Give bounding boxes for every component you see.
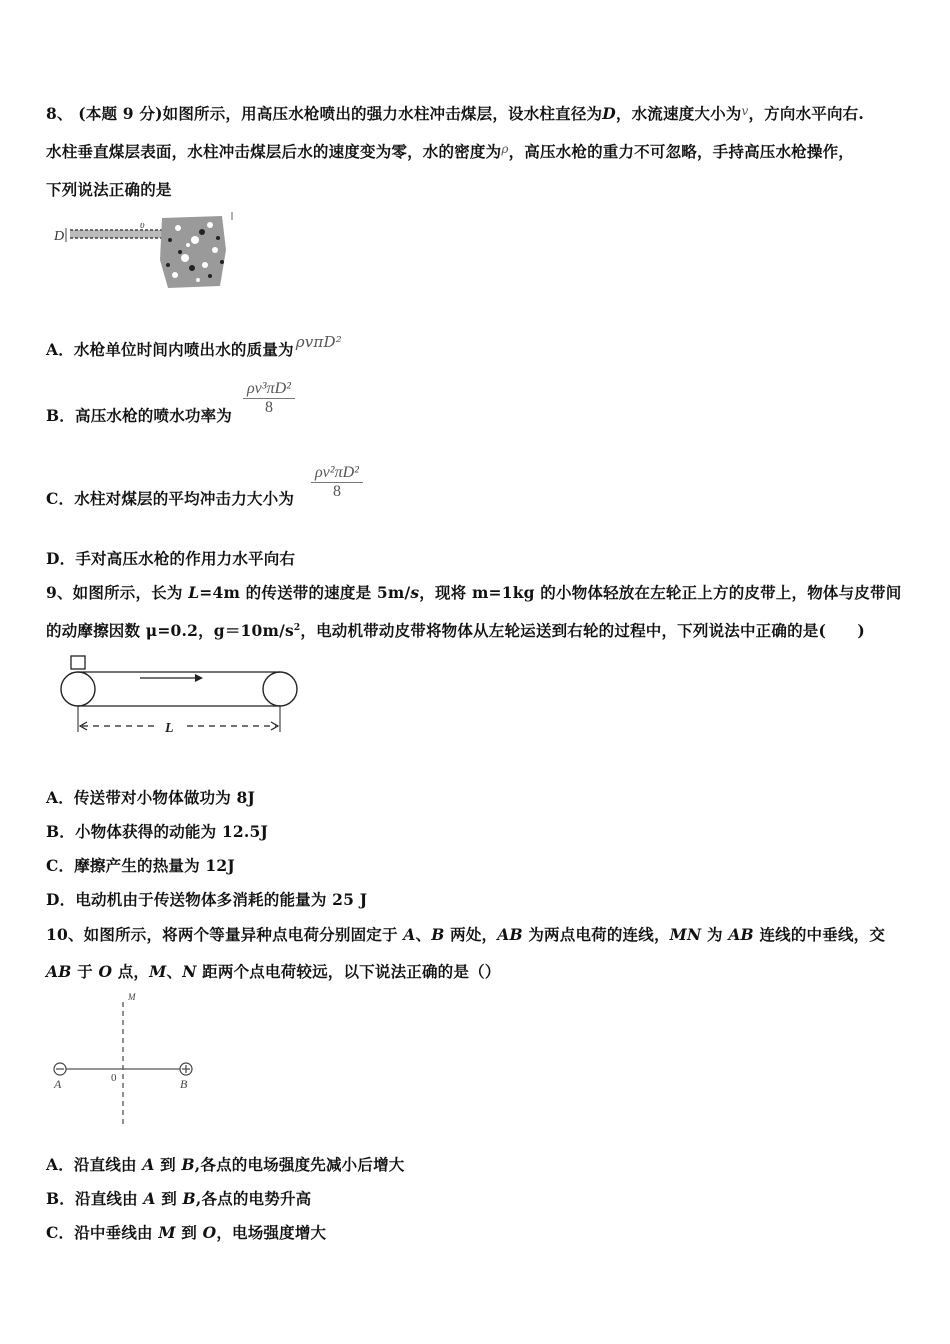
q9-block: [71, 656, 85, 669]
q8-stem-line3: 下列说法正确的是: [46, 180, 172, 199]
q9-option-b: B．小物体获得的动能为 12.5J: [46, 822, 268, 841]
q10-option-b: B．沿直线由 A 到 B,各点的电势升高: [46, 1189, 312, 1208]
q8-option-c-fraction: $\frac{\text{ρv²πD²}}{8}$: [311, 464, 363, 501]
q9-conveyor-belt-figure: [55, 652, 305, 738]
q10-stem-line1: 10、如图所示，将两个等量异种点电荷分别固定于 A、B 两处，AB 为两点电荷的连线，MN 为 AB 连线的中垂线，交: [46, 925, 886, 944]
q10-option-a: A．沿直线由 A 到 B,各点的电场强度先减小后增大: [46, 1155, 405, 1174]
q8-option-c: C．水柱对煤层的平均冲击力大小为: [46, 489, 295, 508]
q9-option-d: D．电动机由于传送物体多消耗的能量为 25 J: [46, 890, 368, 909]
q8-option-d: D．手对高压水枪的作用力水平向右: [46, 549, 296, 568]
q8-fig-label-v: υ: [140, 220, 145, 231]
q9-option-c: C．摩擦产生的热量为 12J: [46, 856, 235, 875]
q10-point-charges-figure: [48, 988, 208, 1128]
q9-right-wheel: [263, 672, 297, 706]
q9-option-a: A．传送带对小物体做功为 8J: [46, 788, 256, 807]
q8-water-jet-figure: [50, 210, 240, 292]
q9-left-wheel: [61, 672, 95, 706]
q8-option-b-fraction: $\frac{\text{ρv³πD²}}{8}$: [243, 380, 295, 417]
q10-stem-line2: AB 于 O 点，M、N 距两个点电荷较远，以下说法正确的是（）: [46, 962, 501, 981]
q8-stem-line1: 8、 (本题 9 分)如图所示，用高压水枪喷出的强力水柱冲击煤层，设水柱直径为D，水流速度大小为$^v$，方向水平向右.: [46, 104, 864, 123]
q9-belt-direction-arrow: [195, 674, 203, 682]
q10-option-c: C．沿中垂线由 M 到 O，电场强度增大: [46, 1223, 327, 1242]
q10-fig-label-M: M: [128, 992, 136, 1002]
q8-option-b: B．高压水枪的喷水功率为: [46, 406, 233, 425]
q8-stem-line2: 水柱垂直煤层表面，水柱冲击煤层后水的速度变为零，水的密度为$^\rho$，高压水枪的重力不可忽略，手持高压水枪操作，: [46, 142, 854, 161]
q9-fig-label-L: L: [165, 721, 174, 736]
q10-fig-label-O: 0: [111, 1072, 117, 1084]
q10-fig-label-A: A: [54, 1077, 62, 1091]
q10-fig-label-B: B: [180, 1077, 188, 1091]
q9-stem-line2: 的动摩擦因数 μ=0.2，$g=10m/s^2$，电动机带动皮带将物体从左轮运送到右轮的过程中，下列说法中正确的是( ): [46, 621, 865, 640]
q8-fig-label-D: D: [54, 229, 65, 244]
q9-stem-line1: 9、如图所示，长为 L=4m 的传送带的速度是 5m/s，现将 m=1kg 的小物体轻放在左轮正上方的皮带上，物体与皮带间: [46, 583, 902, 602]
q8-option-a: A．水枪单位时间内喷出水的质量为 ρvπD²: [46, 333, 342, 359]
